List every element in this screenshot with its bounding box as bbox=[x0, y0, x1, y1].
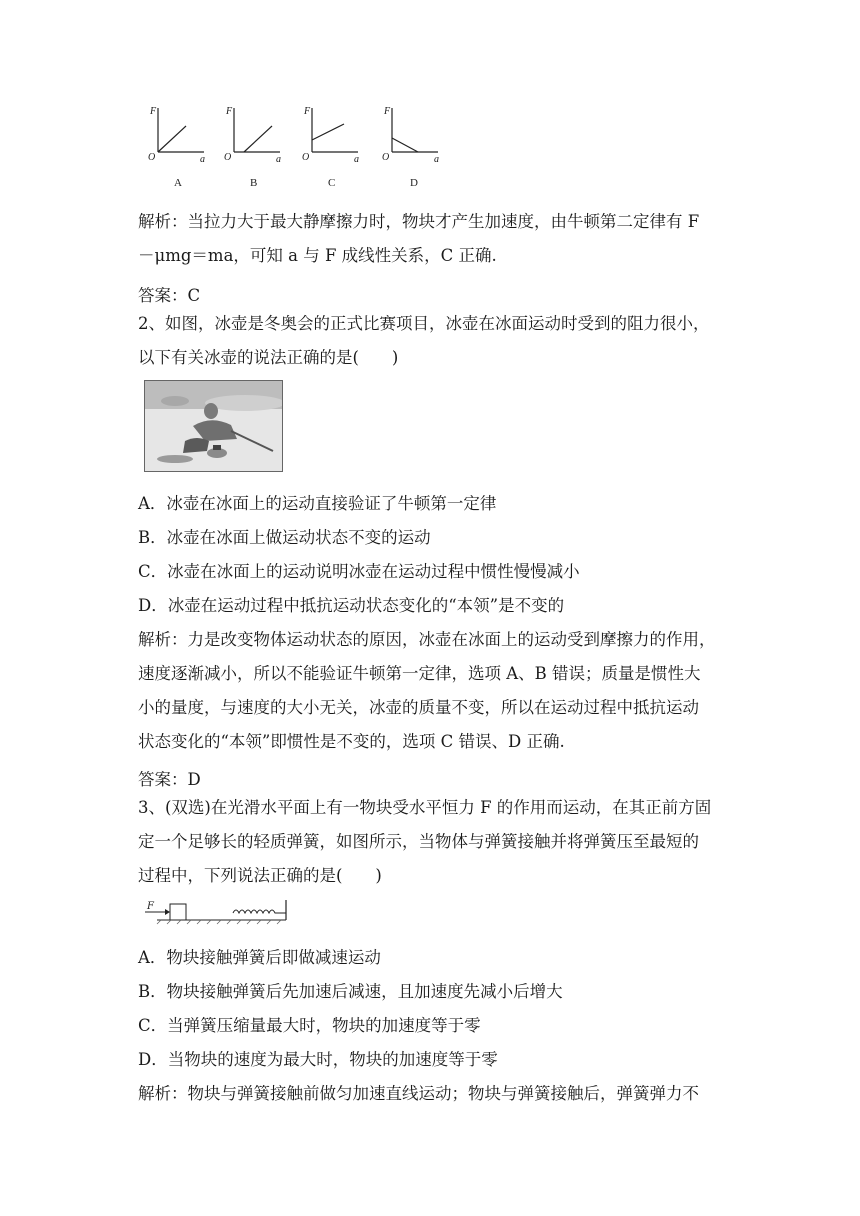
q3-analysis-line1: 解析：物块与弹簧接触前做匀加速直线运动；物块与弹簧接触后，弹簧弹力不 bbox=[138, 1084, 699, 1103]
graph-c-caption: C bbox=[328, 177, 336, 189]
q1-graph-options bbox=[138, 100, 458, 196]
q2-option-b: B．冰壶在冰面上做运动状态不变的运动 bbox=[138, 528, 431, 547]
q3-stem-line3: 过程中，下列说法正确的是( ) bbox=[138, 866, 382, 885]
q3-option-d: D．当物块的速度为最大时，物块的加速度等于零 bbox=[138, 1050, 498, 1069]
graph-c-line bbox=[312, 124, 344, 140]
graph-d bbox=[392, 108, 438, 152]
q2-analysis-line4: 状态变化的“本领”即惯性是不变的，选项 C 错误、D 正确. bbox=[138, 732, 565, 751]
spring-block-figure bbox=[143, 898, 293, 928]
graph-a bbox=[158, 108, 204, 152]
graph-a-xlabel: a bbox=[200, 154, 205, 165]
q2-analysis-line3: 小的量度，与速度的大小无关，冰壶的质量不变，所以在运动过程中抵抗运动 bbox=[138, 698, 699, 717]
graph-a-origin: O bbox=[148, 152, 156, 163]
graph-d-xlabel: a bbox=[434, 154, 439, 165]
graph-d-ylabel: F bbox=[384, 106, 391, 117]
graph-d-caption: D bbox=[410, 177, 418, 189]
spring bbox=[233, 910, 286, 913]
force-label: F bbox=[147, 901, 154, 912]
q2-analysis-line2: 速度逐渐减小，所以不能验证牛顿第一定律，选项 A、B 错误；质量是惯性大 bbox=[138, 664, 701, 683]
graph-d-line bbox=[392, 138, 418, 152]
q1-graphs-svg bbox=[138, 100, 458, 196]
graph-a-ylabel: F bbox=[150, 106, 157, 117]
q3-stem-line1: 3、(双选)在光滑水平面上有一物块受水平恒力 F 的作用而运动，在其正前方固 bbox=[138, 798, 712, 817]
graph-b-ylabel: F bbox=[226, 106, 233, 117]
graph-b-origin: O bbox=[224, 152, 232, 163]
q1-answer: 答案：C bbox=[138, 286, 201, 305]
q3-option-c: C．当弹簧压缩量最大时，物块的加速度等于零 bbox=[138, 1016, 481, 1035]
q2-stem-line2: 以下有关冰壶的说法正确的是( ) bbox=[138, 348, 399, 367]
curling-photo bbox=[144, 380, 283, 472]
q2-answer: 答案：D bbox=[138, 770, 201, 789]
q3-option-b: B．物块接触弹簧后先加速后减速，且加速度先减小后增大 bbox=[138, 982, 563, 1001]
q1-analysis-line1: 解析：当拉力大于最大静摩擦力时，物块才产生加速度，由牛顿第二定律有 F bbox=[138, 212, 700, 231]
q3-option-a: A．物块接触弹簧后即做减速运动 bbox=[138, 948, 381, 967]
q1-analysis-line2: －μmg＝ma，可知 a 与 F 成线性关系，C 正确. bbox=[138, 246, 497, 265]
ground-hatch bbox=[157, 920, 281, 924]
q2-option-c: C．冰壶在冰面上的运动说明冰壶在运动过程中惯性慢慢减小 bbox=[138, 562, 580, 581]
graph-c-origin: O bbox=[302, 152, 310, 163]
graph-c bbox=[312, 108, 358, 152]
graph-a-line bbox=[158, 126, 186, 152]
graph-a-caption: A bbox=[174, 177, 182, 189]
graph-b-line bbox=[244, 126, 272, 152]
graph-c-ylabel: F bbox=[304, 106, 311, 117]
block bbox=[170, 904, 186, 920]
q2-option-d: D．冰壶在运动过程中抵抗运动状态变化的“本领”是不变的 bbox=[138, 596, 565, 615]
graph-c-xlabel: a bbox=[354, 154, 359, 165]
graph-d-origin: O bbox=[382, 152, 390, 163]
curling-photo-illustration bbox=[145, 381, 282, 471]
q3-stem-line2: 定一个足够长的轻质弹簧，如图所示，当物体与弹簧接触并将弹簧压至最短的 bbox=[138, 832, 699, 851]
q2-option-a: A．冰壶在冰面上的运动直接验证了牛顿第一定律 bbox=[138, 494, 497, 513]
graph-b bbox=[234, 108, 280, 152]
q2-stem-line1: 2、如图，冰壶是冬奥会的正式比赛项目，冰壶在冰面运动时受到的阻力很小， bbox=[138, 314, 710, 333]
spring-block-svg bbox=[143, 898, 293, 928]
graph-b-caption: B bbox=[250, 177, 258, 189]
q2-analysis-line1: 解析：力是改变物体运动状态的原因，冰壶在冰面上的运动受到摩擦力的作用， bbox=[138, 630, 716, 649]
graph-b-xlabel: a bbox=[276, 154, 281, 165]
